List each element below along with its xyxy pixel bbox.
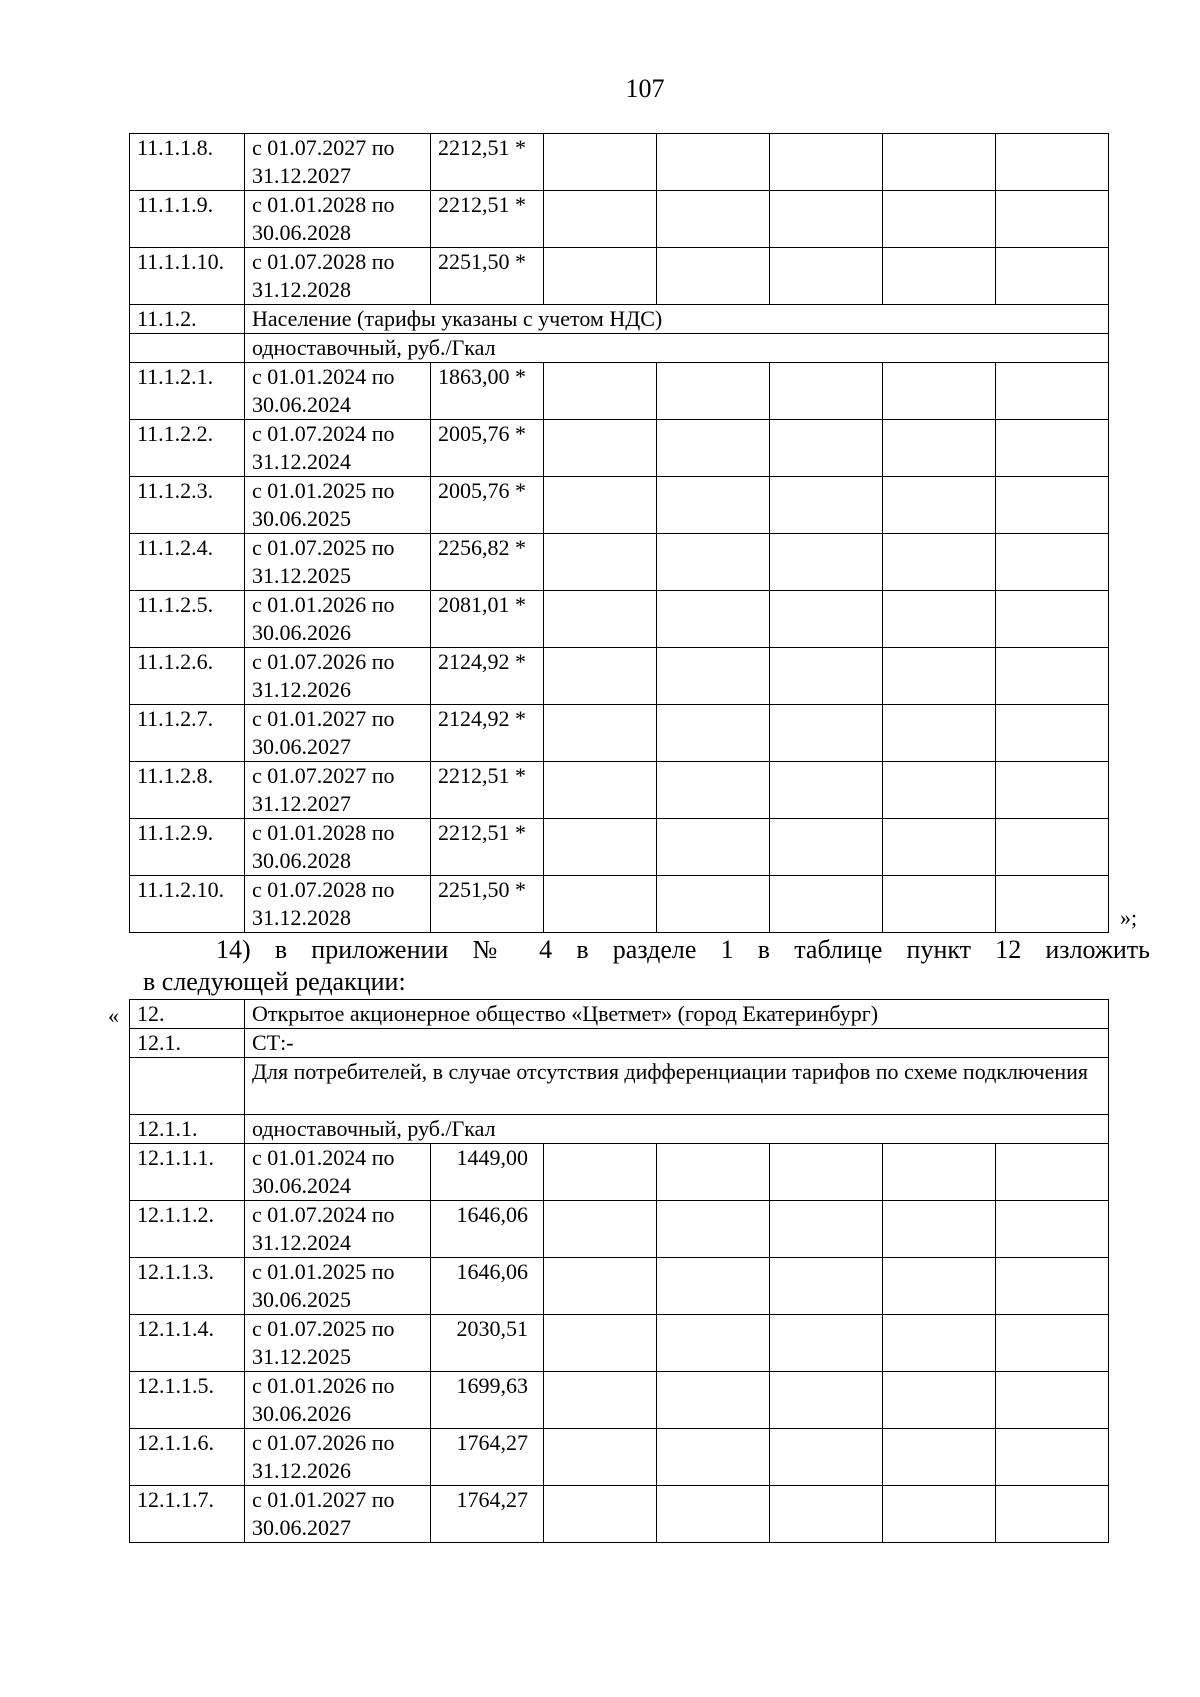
empty-cell [996,1258,1109,1315]
period-start: с 01.07.2027 по [252,135,395,160]
period-end: 30.06.2026 [252,1401,351,1426]
row-code: 11.1.2.8. [130,762,245,819]
tariff-value: 1646,06 [431,1258,544,1315]
empty-cell [770,248,883,305]
empty-cell [544,134,657,191]
empty-cell [770,648,883,705]
period-end: 30.06.2025 [252,506,351,531]
empty-cell [770,1486,883,1543]
period-start: с 01.01.2028 по [252,820,395,845]
period-end: 30.06.2024 [252,1173,351,1198]
tariff-table-11 [129,133,1109,933]
empty-cell [657,591,770,648]
tariff-value: 1699,63 [431,1372,544,1429]
row-code: 11.1.2.1. [130,363,245,420]
tariff-value: 1646,06 [431,1201,544,1258]
tariff-value: 2124,92 * [431,705,544,762]
empty-cell [657,1315,770,1372]
empty-cell [883,762,996,819]
empty-cell [996,1372,1109,1429]
empty-cell [996,248,1109,305]
empty-cell [883,134,996,191]
empty-cell [770,1258,883,1315]
row-period [245,420,431,477]
row-heading: Население (тарифы указаны с учетом НДС) [245,305,1109,334]
row-period [245,363,431,420]
table-row [130,191,1109,248]
empty-cell [544,648,657,705]
table-row [130,705,1109,762]
row-code: 12. [130,1000,245,1029]
empty-cell [657,1258,770,1315]
empty-cell [883,248,996,305]
period-end: 30.06.2027 [252,1515,351,1540]
period-end: 31.12.2027 [252,791,351,816]
empty-cell [996,1315,1109,1372]
tariff-value: 2030,51 [431,1315,544,1372]
empty-cell [544,1486,657,1543]
row-code: 11.1.2.7. [130,705,245,762]
period-end: 31.12.2025 [252,1344,351,1369]
table-row [130,334,1109,363]
empty-cell [544,819,657,876]
empty-cell [544,1258,657,1315]
empty-cell [770,1315,883,1372]
empty-cell [657,1429,770,1486]
row-code: 11.1.2.10. [130,876,245,933]
empty-cell [657,648,770,705]
empty-cell [996,134,1109,191]
empty-cell [996,591,1109,648]
period-start: с 01.07.2026 по [252,1430,395,1455]
table-row [130,1144,1109,1201]
empty-cell [770,762,883,819]
empty-cell [770,420,883,477]
empty-cell [883,1315,996,1372]
row-code: 12.1.1.2. [130,1201,245,1258]
empty-cell [657,477,770,534]
amendment-paragraph-line2: в следующей редакции: [143,967,406,996]
empty-cell [883,1201,996,1258]
table-row [130,762,1109,819]
page-number: 107 [625,74,665,103]
empty-cell [770,191,883,248]
tariff-value: 2212,51 * [431,762,544,819]
empty-cell [657,420,770,477]
empty-cell [996,191,1109,248]
empty-cell [883,534,996,591]
period-start: с 01.01.2028 по [252,192,395,217]
empty-cell [996,819,1109,876]
tariff-value: 2081,01 * [431,591,544,648]
tariff-value: 1764,27 [431,1429,544,1486]
empty-cell [996,477,1109,534]
tariff-value: 1863,00 * [431,363,544,420]
empty-cell [883,648,996,705]
empty-cell [544,420,657,477]
period-start: с 01.01.2026 по [252,592,395,617]
row-heading: одноставочный, руб./Гкал [245,334,1109,363]
row-period [245,477,431,534]
row-period [245,1486,431,1543]
row-period [245,1144,431,1201]
empty-cell [544,876,657,933]
empty-cell [883,1372,996,1429]
empty-cell [544,705,657,762]
empty-cell [544,191,657,248]
empty-cell [657,876,770,933]
row-period [245,134,431,191]
empty-cell [996,363,1109,420]
empty-cell [883,363,996,420]
empty-cell [544,1144,657,1201]
row-code: 11.1.2.4. [130,534,245,591]
tariff-value: 2212,51 * [431,134,544,191]
empty-cell [996,762,1109,819]
empty-cell [544,762,657,819]
empty-cell [544,477,657,534]
period-start: с 01.07.2028 по [252,249,395,274]
table-row [130,305,1109,334]
tariff-value: 2251,50 * [431,876,544,933]
row-code: 12.1.1.4. [130,1315,245,1372]
empty-cell [996,420,1109,477]
empty-cell [883,1486,996,1543]
period-start: с 01.07.2025 по [252,1316,395,1341]
tariff-value: 1764,27 [431,1486,544,1543]
row-heading: одноставочный, руб./Гкал [245,1115,1109,1144]
amendment-paragraph-line1: 14) в приложении № 4 в разделе 1 в таблице пункт 12 изложить [216,935,1150,964]
empty-cell [883,191,996,248]
period-end: 31.12.2024 [252,449,351,474]
empty-cell [770,534,883,591]
table-row [130,1486,1109,1543]
period-end: 30.06.2025 [252,1287,351,1312]
row-period [245,1315,431,1372]
empty-cell [883,819,996,876]
empty-cell [883,1258,996,1315]
empty-cell [657,191,770,248]
row-heading: СТ:- [245,1029,1109,1058]
row-period [245,705,431,762]
empty-cell [657,705,770,762]
empty-cell [770,363,883,420]
tariff-value: 2005,76 * [431,420,544,477]
row-period [245,534,431,591]
row-code: 11.1.1.10. [130,248,245,305]
row-period [245,591,431,648]
row-period [245,248,431,305]
tariff-value: 2212,51 * [431,819,544,876]
empty-cell [657,819,770,876]
table-row [130,1115,1109,1144]
table-row [130,534,1109,591]
period-start: с 01.01.2025 по [252,478,395,503]
row-code: 12.1.1. [130,1115,245,1144]
table-row [130,1000,1109,1029]
empty-cell [883,876,996,933]
empty-cell [770,134,883,191]
table-row [130,1058,1109,1115]
row-period [245,1372,431,1429]
table-row [130,819,1109,876]
row-code: 11.1.2.5. [130,591,245,648]
empty-cell [996,1144,1109,1201]
row-period [245,1258,431,1315]
table-row [130,876,1109,933]
row-period [245,876,431,933]
period-end: 31.12.2028 [252,277,351,302]
tariff-value: 2005,76 * [431,477,544,534]
empty-cell [883,477,996,534]
empty-cell [996,876,1109,933]
period-end: 31.12.2026 [252,677,351,702]
tariff-table-12 [129,999,1109,1543]
table-row [130,363,1109,420]
empty-cell [770,1372,883,1429]
period-start: с 01.07.2024 по [252,421,395,446]
row-code: 11.1.2.6. [130,648,245,705]
period-end: 31.12.2028 [252,905,351,930]
empty-cell [544,1429,657,1486]
empty-cell [770,477,883,534]
row-period [245,648,431,705]
table-row [130,1201,1109,1258]
table-row [130,1258,1109,1315]
empty-cell [544,248,657,305]
empty-cell [657,1201,770,1258]
empty-cell [770,705,883,762]
empty-cell [657,534,770,591]
table-row [130,1372,1109,1429]
period-start: с 01.01.2024 по [252,364,395,389]
tariff-value: 2124,92 * [431,648,544,705]
period-start: с 01.07.2024 по [252,1202,395,1227]
row-code: 11.1.2.9. [130,819,245,876]
row-code: 12.1.1.3. [130,1258,245,1315]
empty-cell [770,1144,883,1201]
opening-quote-mark: « [108,1003,119,1028]
row-code: 11.1.1.8. [130,134,245,191]
tariff-value: 2251,50 * [431,248,544,305]
period-start: с 01.07.2025 по [252,535,395,560]
period-start: с 01.07.2028 по [252,877,395,902]
empty-cell [657,363,770,420]
period-end: 30.06.2024 [252,392,351,417]
row-code: 12.1.1.6. [130,1429,245,1486]
period-end: 31.12.2025 [252,563,351,588]
row-code-empty [130,1058,245,1115]
table-row [130,1315,1109,1372]
table-row [130,134,1109,191]
empty-cell [544,363,657,420]
table-row [130,477,1109,534]
period-end: 31.12.2027 [252,163,351,188]
empty-cell [657,134,770,191]
row-code: 12.1.1.5. [130,1372,245,1429]
empty-cell [996,1429,1109,1486]
table-row [130,248,1109,305]
row-period [245,191,431,248]
period-start: с 01.01.2027 по [252,706,395,731]
period-end: 30.06.2027 [252,734,351,759]
period-start: с 01.01.2025 по [252,1259,395,1284]
tariff-value: 2212,51 * [431,191,544,248]
empty-cell [544,591,657,648]
row-period [245,1201,431,1258]
empty-cell [657,762,770,819]
period-end: 31.12.2026 [252,1458,351,1483]
period-end: 30.06.2028 [252,848,351,873]
table-row [130,1429,1109,1486]
period-end: 31.12.2024 [252,1230,351,1255]
table-row [130,1029,1109,1058]
period-start: с 01.01.2027 по [252,1487,395,1512]
row-heading: Для потребителей, в случае отсутствия дифференциации тарифов по схеме подключения [245,1058,1109,1115]
empty-cell [544,1201,657,1258]
tariff-value: 1449,00 [431,1144,544,1201]
empty-cell [883,1429,996,1486]
empty-cell [883,591,996,648]
empty-cell [544,1315,657,1372]
period-start: с 01.07.2027 по [252,763,395,788]
row-code: 11.1.2.2. [130,420,245,477]
table-row [130,591,1109,648]
row-code: 11.1.1.9. [130,191,245,248]
row-code: 12.1. [130,1029,245,1058]
empty-cell [770,876,883,933]
row-code: 11.1.2. [130,305,245,334]
period-start: с 01.07.2026 по [252,649,395,674]
tariff-value: 2256,82 * [431,534,544,591]
empty-cell [883,1144,996,1201]
row-period [245,762,431,819]
period-start: с 01.01.2024 по [252,1145,395,1170]
period-end: 30.06.2028 [252,220,351,245]
empty-cell [883,705,996,762]
table-row [130,420,1109,477]
empty-cell [996,534,1109,591]
empty-cell [996,1201,1109,1258]
row-period [245,819,431,876]
table-row [130,648,1109,705]
empty-cell [544,1372,657,1429]
empty-cell [770,819,883,876]
empty-cell [883,420,996,477]
empty-cell [657,248,770,305]
period-start: с 01.01.2026 по [252,1373,395,1398]
empty-cell [657,1486,770,1543]
row-heading: Открытое акционерное общество «Цветмет» (город Екатеринбург) [245,1000,1109,1029]
period-end: 30.06.2026 [252,620,351,645]
empty-cell [770,1429,883,1486]
row-period [245,1429,431,1486]
row-code-empty [130,334,245,363]
empty-cell [996,705,1109,762]
empty-cell [770,591,883,648]
row-code: 12.1.1.7. [130,1486,245,1543]
closing-quote-mark: »; [1120,905,1138,930]
empty-cell [657,1144,770,1201]
row-code: 11.1.2.3. [130,477,245,534]
empty-cell [770,1201,883,1258]
empty-cell [544,534,657,591]
empty-cell [657,1372,770,1429]
empty-cell [996,648,1109,705]
row-code: 12.1.1.1. [130,1144,245,1201]
empty-cell [996,1486,1109,1543]
